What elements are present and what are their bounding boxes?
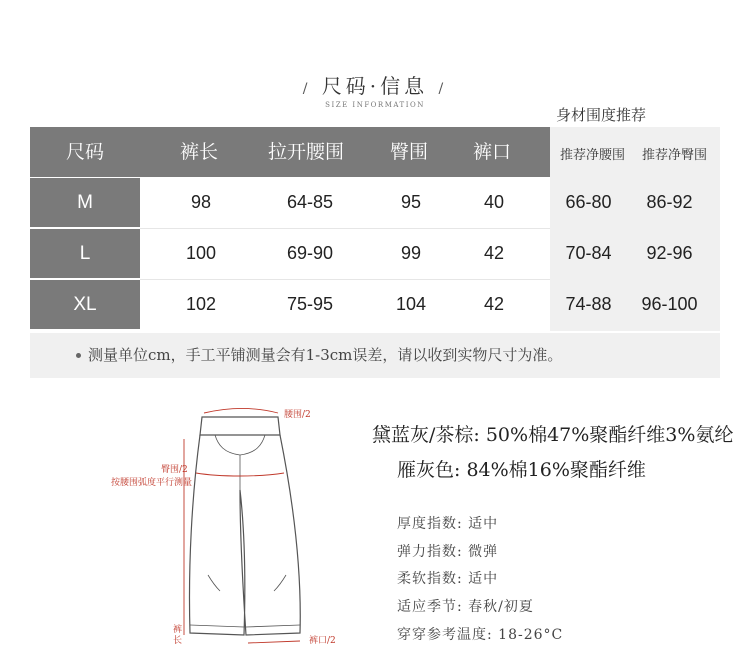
spec-value: 适中 xyxy=(468,516,499,532)
spec-label: 适应季节: xyxy=(397,599,463,615)
spec-value: 适中 xyxy=(468,571,499,587)
cell-rec-hip-l: 92-96 xyxy=(646,243,693,263)
spec-label: 柔软指数: xyxy=(397,571,463,587)
measure-lines xyxy=(184,409,300,644)
bullet-dot xyxy=(76,353,81,358)
cell-length-m: 98 xyxy=(190,192,212,212)
cell-hip-xl: 104 xyxy=(395,294,427,314)
measurement-note xyxy=(30,333,720,378)
spec-label: 穿穿参考温度: xyxy=(397,627,493,643)
spec-value: 18-26°C xyxy=(498,627,564,643)
col-header-hem: 裤口 xyxy=(473,141,512,163)
spec-season xyxy=(397,596,534,616)
cell-hem-xl: 42 xyxy=(483,294,505,314)
cell-rec-waist-l: 70-84 xyxy=(565,243,612,263)
cell-hip-m: 95 xyxy=(400,192,422,212)
table-header xyxy=(30,127,550,177)
section-title-block xyxy=(300,70,450,109)
spec-value: 春秋/初夏 xyxy=(468,599,534,615)
col-header-hip: 臀围 xyxy=(390,141,429,163)
cell-rec-waist-xl: 74-88 xyxy=(565,294,612,314)
fabric-line-1: 黛蓝灰/茶棕: 50%棉47%聚酯纤维3%氨纶 xyxy=(372,424,734,446)
size-cell-xl: XL xyxy=(30,280,140,329)
pants-diagram xyxy=(160,395,360,660)
col-header-rec-hip: 推荐净臀围 xyxy=(642,148,708,163)
note-text: 测量单位cm，手工平铺测量会有1-3cm误差，请以收到实物尺寸为准。 xyxy=(88,346,563,364)
hip-annotation: 臀围/2 xyxy=(161,465,188,475)
col-header-size: 尺码 xyxy=(66,141,105,163)
cell-waist-xl: 75-95 xyxy=(286,294,334,314)
hem-annotation: 裤口/2 xyxy=(309,636,336,646)
recommend-title: 身材围度推荐 xyxy=(556,106,647,124)
cell-length-xl: 102 xyxy=(185,294,217,314)
hip-sub-annotation: 按腰围弧度平行测量 xyxy=(111,478,193,488)
col-header-length: 裤长 xyxy=(180,141,219,163)
page-title xyxy=(300,70,450,99)
cell-hem-l: 42 xyxy=(483,243,505,263)
cell-rec-hip-m: 86-92 xyxy=(646,192,693,212)
title-right-mark: / xyxy=(438,81,448,97)
spec-label: 厚度指数: xyxy=(397,516,463,532)
spec-elasticity xyxy=(397,541,498,561)
title-left-mark: / xyxy=(302,81,312,97)
size-cell-l: L xyxy=(30,229,140,278)
spec-thickness xyxy=(397,513,498,533)
cell-rec-hip-xl: 96-100 xyxy=(641,294,698,314)
spec-softness xyxy=(397,568,498,588)
pants-outline xyxy=(189,417,300,635)
page-subtitle: SIZE INFORMATION xyxy=(325,101,425,109)
length-annotation: 裤长 xyxy=(173,625,183,646)
waist-annotation: 腰围/2 xyxy=(284,410,311,420)
cell-hip-l: 99 xyxy=(400,243,422,263)
cell-rec-waist-m: 66-80 xyxy=(565,192,612,212)
cell-waist-m: 64-85 xyxy=(286,192,334,212)
spec-temperature xyxy=(397,624,563,644)
fabric-line-2: 雁灰色: 84%棉16%聚酯纤维 xyxy=(397,459,646,481)
title-text: 尺码·信息 xyxy=(321,74,429,98)
col-header-waist: 拉开腰围 xyxy=(268,141,345,163)
cell-hem-m: 40 xyxy=(483,192,505,212)
cell-waist-l: 69-90 xyxy=(286,243,334,263)
cell-length-l: 100 xyxy=(185,243,217,263)
spec-value: 微弹 xyxy=(468,544,499,560)
spec-label: 弹力指数: xyxy=(397,544,463,560)
size-cell-m: M xyxy=(30,178,140,227)
col-header-rec-waist: 推荐净腰围 xyxy=(560,148,626,163)
